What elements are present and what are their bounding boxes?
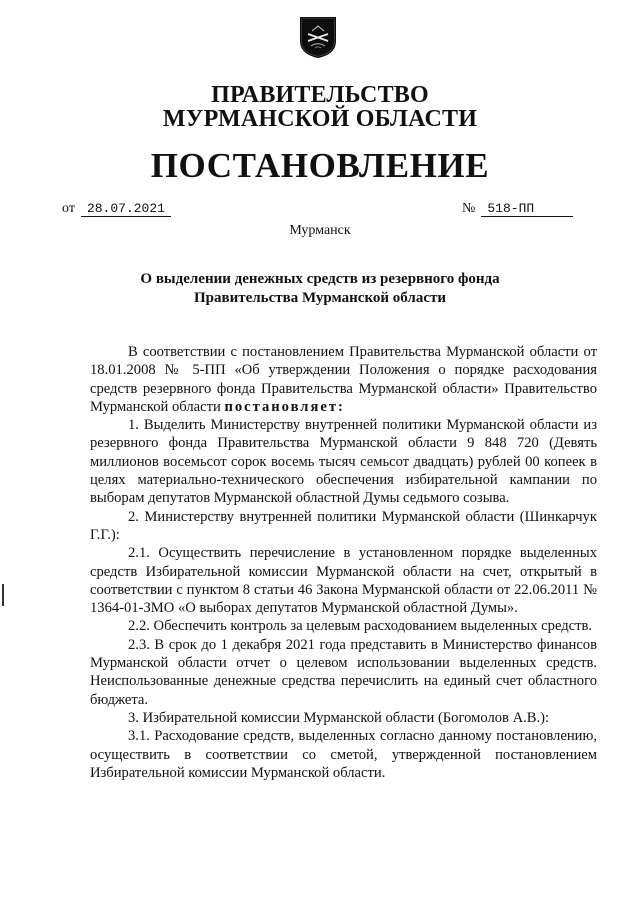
subject-line2: Правительства Мурманской области bbox=[193, 290, 447, 306]
number-prefix: № bbox=[462, 201, 476, 216]
date-prefix: от bbox=[62, 201, 75, 216]
preamble-paragraph bbox=[90, 343, 597, 416]
paragraph-2: 2. Министерству внутренней политики Мурманской области (Шинкарчук Г.Г.): bbox=[90, 508, 597, 543]
subject-line1: О выделении денежных средств из резервного фонда bbox=[140, 271, 500, 287]
government-title-line1: ПРАВИТЕЛЬСТВО bbox=[211, 82, 429, 108]
document-subject bbox=[0, 270, 640, 308]
document-type-title: ПОСТАНОВЛЕНИЕ bbox=[150, 146, 490, 185]
document-number bbox=[462, 200, 573, 218]
government-title-line2: МУРМАНСКОЙ ОБЛАСТИ bbox=[162, 106, 478, 132]
paragraph-2-3: 2.3. В срок до 1 декабря 2021 года представить в Министерство финансов Мурманской области отчет о целевом использовании выделенных средств. Неиспользованные денежные средства перечислить на единый счет областного бюджета. bbox=[90, 636, 597, 708]
preamble-text: В соответствии с постановлением Правительства Мурманской области от 18.01.2008 № 5-ПП «Об утверждении Положения о порядке расходования средств резервного фонда Правительства Мурманской области» Правительство Мурманской области bbox=[90, 344, 597, 415]
paragraph-2-1: 2.1. Осуществить перечисление в установленном порядке выделенных средств Избирательной комиссии Мурманской области на счет, открытый в соответствии с пунктом 8 статьи 46 Закона Мурманской области от 22.06.2011 № 1364-01-ЗМО «О выборах депутатов Мурманской областной Думы». bbox=[90, 545, 597, 617]
scan-artifact-mark bbox=[2, 584, 4, 606]
paragraph-2-2: 2.2. Обеспечить контроль за целевым расходованием выделенных средств. bbox=[128, 618, 593, 635]
document-body bbox=[90, 343, 597, 782]
city-name: Мурманск bbox=[289, 223, 351, 238]
paragraph-3: 3. Избирательной комиссии Мурманской области (Богомолов А.В.): bbox=[128, 709, 550, 726]
document-date bbox=[62, 200, 171, 218]
paragraph-3-1: 3.1. Расходование средств, выделенных согласно данному постановлению, осуществить в соответствии со сметой, утвержденной постановлением Избирательной комиссии Мурманской области. bbox=[90, 728, 597, 781]
number-value: 518-ПП bbox=[481, 201, 573, 217]
decrees-word: постановляет: bbox=[224, 398, 345, 415]
date-value: 28.07.2021 bbox=[81, 201, 171, 217]
paragraph-1: 1. Выделить Министерству внутренней политики Мурманской области из резервного фонда Правительства Мурманской области 9 848 720 (Девять миллионов восемьсот сорок восемь тысяч семьсот двадцать) рублей 00 копеек в целях материально-технического обеспечения избирательной кампании по выборам депутатов Мурманской областной Думы седьмого созыва. bbox=[90, 417, 597, 507]
coat-of-arms-icon bbox=[298, 15, 338, 59]
